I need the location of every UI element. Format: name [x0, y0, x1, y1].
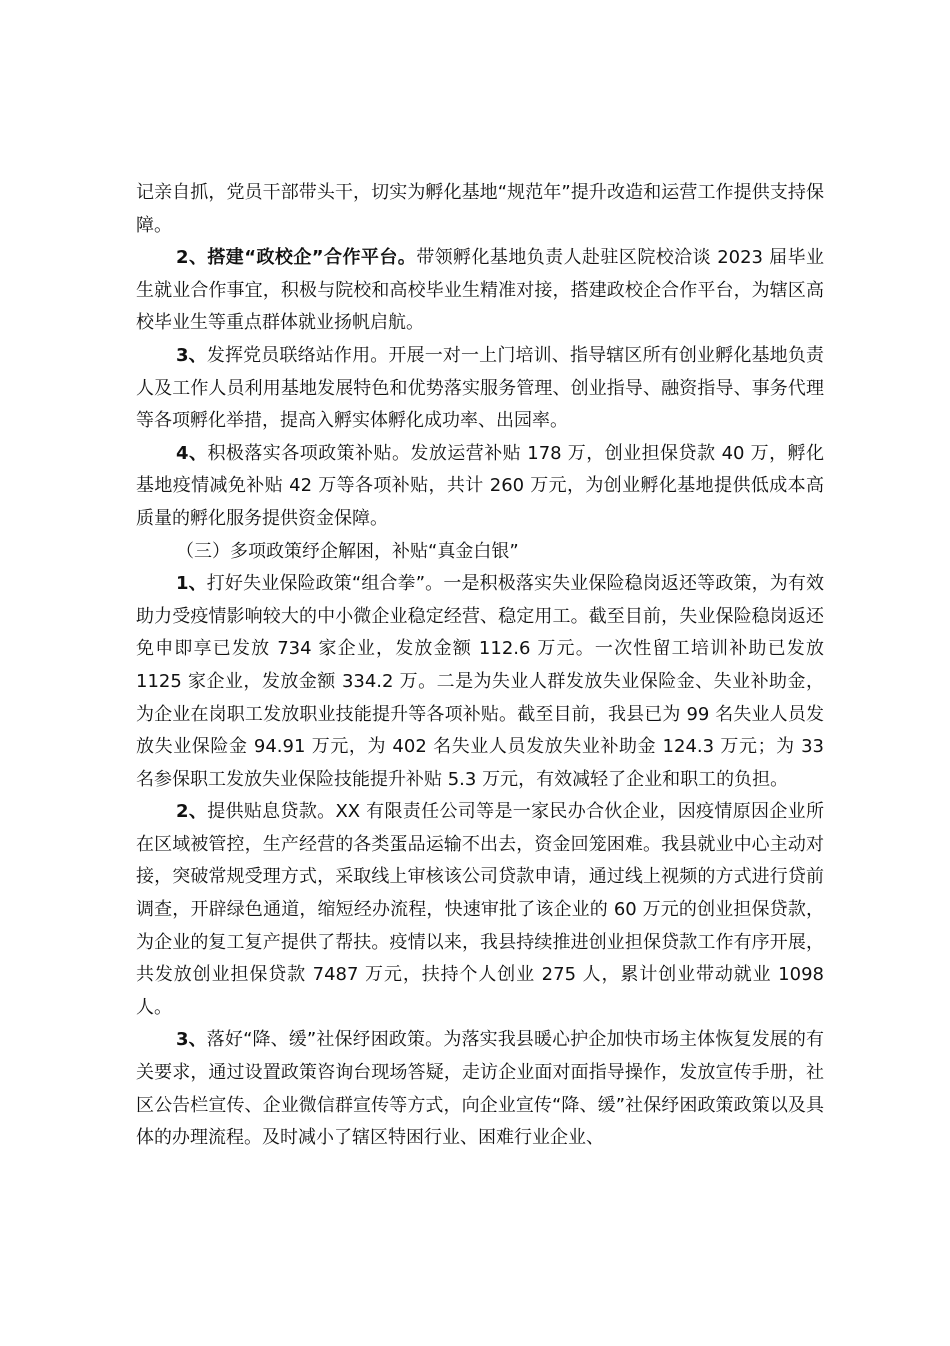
paragraph-item-3-social-security	[136, 1024, 824, 1154]
paragraph-text: 提供贴息贷款。XX 有限责任公司等是一家民办合伙企业，因疫情原因企业所在区域被管控，生产经营的各类蛋品运输不出去，资金回笼困难。我县就业中心主动对接，突破常规受理方式，采取线上审核该公司贷款申请，通过线上视频的方式进行贷前调查，开辟绿色通道，缩短经办流程，快速审批了该企业的 60 万元的创业担保贷款，为企业的复工复产提供了帮扶。疫情以来，我县持续推进创业担保贷款工作有序开展，共发放创业担保贷款 7487 万元，扶持个人创业 275 人，累计创业带动就业 1098 人。	[136, 801, 824, 1018]
paragraph-item-1-insurance	[136, 568, 824, 796]
paragraph-continuation	[136, 177, 824, 242]
paragraph-text: 积极落实各项政策补贴。发放运营补贴 178 万，创业担保贷款 40 万，孵化基地疫情减免补贴 42 万等各项补贴，共计 260 万元，为创业孵化基地提供低成本高质量的孵化服务提供资金保障。	[136, 442, 824, 529]
paragraph-lead: 3、	[176, 344, 207, 366]
section-heading-3	[136, 536, 824, 569]
paragraph-item-3-liaison	[136, 340, 824, 438]
paragraph-lead: 1、	[176, 573, 207, 595]
paragraph-text: 带领孵化基地负责人赴驻区院校洽谈 2023 届毕业生就业合作事宜，积极与院校和高校毕业生精准对接，搭建政校企合作平台，为辖区高校毕业生等重点群体就业扬帆启航。	[136, 247, 825, 334]
paragraph-text: 落好“降、缓”社保纾困政策。为落实我县暖心护企加快市场主体恢复发展的有关要求，通过设置政策咨询台现场答疑，走访企业面对面指导操作，发放宣传手册，社区公告栏宣传、企业微信群宣传等方式，向企业宣传“降、缓”社保纾困政策政策以及具体的办理流程。及时减小了辖区特困行业、困难行业企业、	[136, 1029, 824, 1149]
paragraph-lead: 2、	[176, 801, 208, 823]
paragraph-text: 记亲自抓，党员干部带头干，切实为孵化基地“规范年”提升改造和运营工作提供支持保障。	[136, 182, 824, 236]
paragraph-item-2-loans	[136, 796, 824, 1024]
section-heading-text: （三）多项政策纾企解困，补贴“真金白银”	[176, 540, 519, 562]
paragraph-lead: 3、	[176, 1029, 207, 1051]
paragraph-item-4-subsidies	[136, 438, 824, 536]
paragraph-lead: 4、	[176, 442, 208, 464]
paragraph-item-2-platform	[136, 242, 824, 340]
document-body	[136, 177, 824, 1155]
paragraph-text: 发挥党员联络站作用。开展一对一上门培训、指导辖区所有创业孵化基地负责人及工作人员利用基地发展特色和优势落实服务管理、创业指导、融资指导、事务代理等各项孵化举措，提高入孵实体孵化成功率、出园率。	[136, 344, 824, 432]
paragraph-text: 打好失业保险政策“组合拳”。一是积极落实失业保险稳岗返还等政策，为有效助力受疫情影响较大的中小微企业稳定经营、稳定用工。截至目前，失业保险稳岗返还免申即享已发放 734 家企业，发放金额 112.6 万元。一次性留工培训补助已发放 1125 家企业，发放金额 334.2 万。二是为失业人群发放失业保险金、失业补助金，为企业在岗职工发放职业技能提升等各项补贴。截至目前，我县已为 99 名失业人员发放失业保险金 94.91 万元，为 402 名失业人员发放失业补助金 124.3 万元；为 33 名参保职工发放失业保险技能提升补贴 5.3 万元，有效减轻了企业和职工的负担。	[136, 573, 824, 790]
paragraph-lead: 2、搭建“政校企”合作平台。	[176, 247, 417, 269]
